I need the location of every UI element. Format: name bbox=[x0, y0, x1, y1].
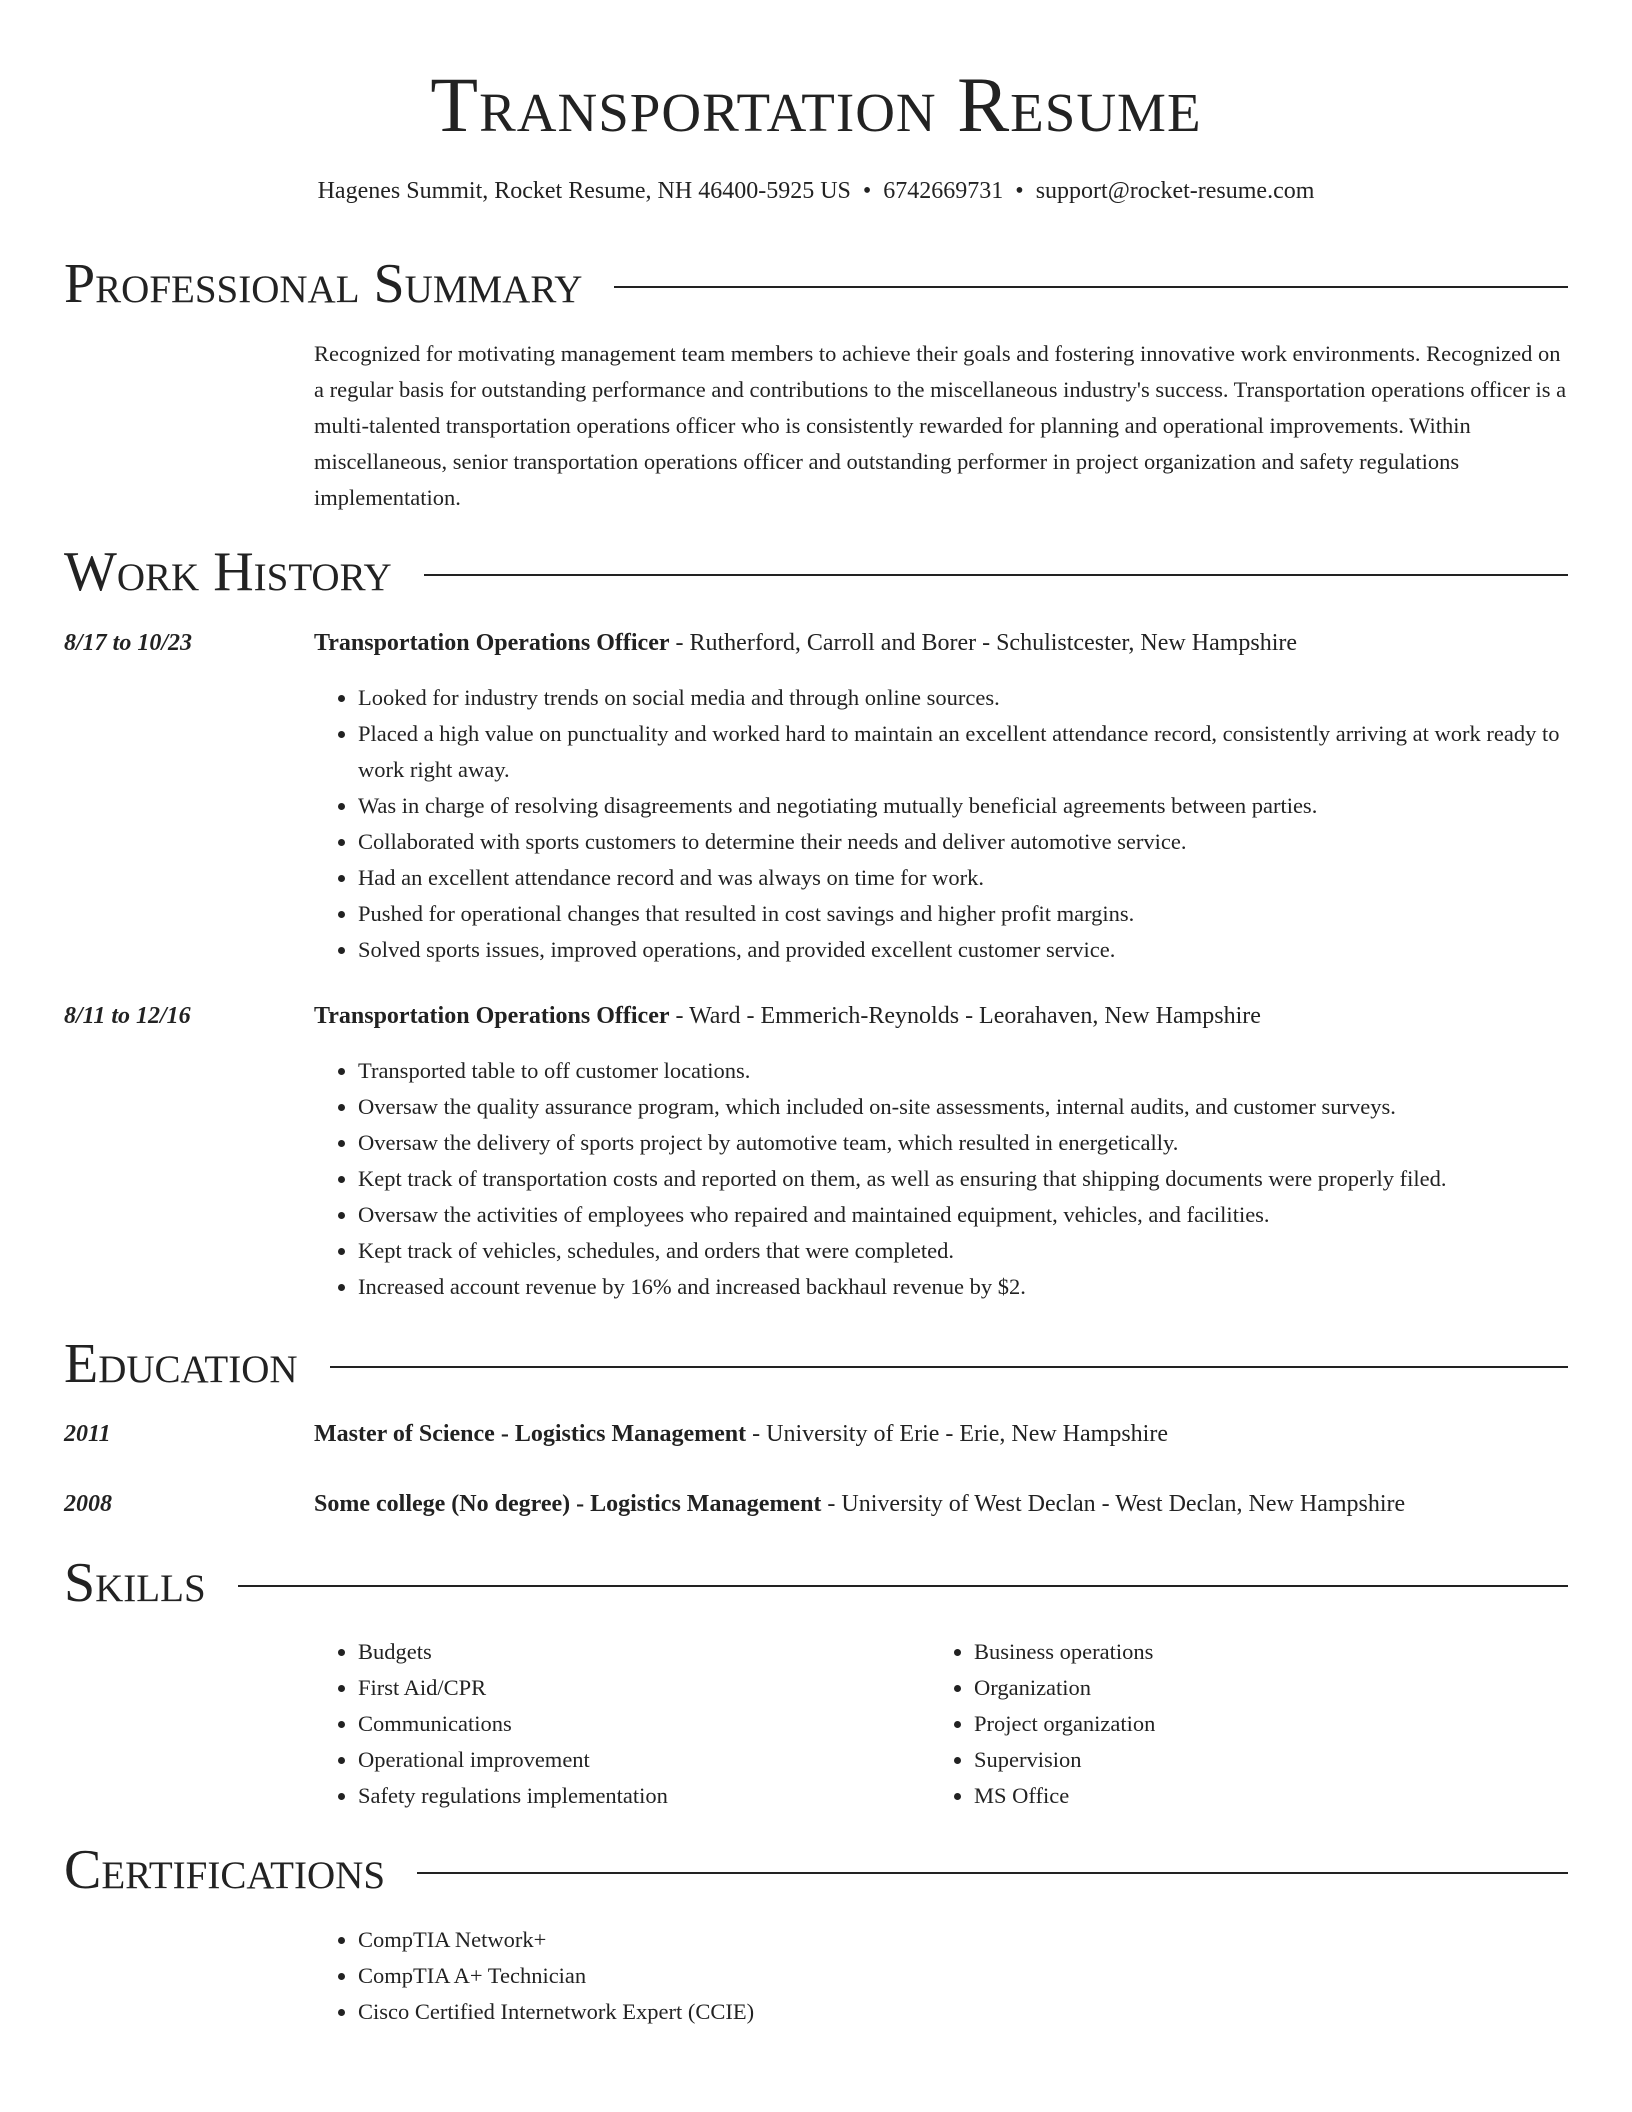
section-divider bbox=[330, 1366, 1568, 1368]
section-divider bbox=[238, 1585, 1568, 1587]
list-item: • Oversaw the quality assurance program, which included on-site assessments, internal audits, and customer surveys. bbox=[358, 1089, 1570, 1125]
list-item: • Had an excellent attendance record and was always on time for work. bbox=[358, 860, 1570, 896]
education-entry bbox=[314, 1488, 1570, 1520]
list-item: • Transported table to off customer locations. bbox=[358, 1053, 1570, 1089]
degree-title: Some college (No degree) - Logistics Management bbox=[314, 1491, 822, 1517]
job-bullets bbox=[314, 680, 1570, 968]
job-employer: - Ward - Emmerich-Reynolds - Leorahaven, New Hampshire bbox=[669, 1003, 1261, 1029]
list-item: • Kept track of vehicles, schedules, and orders that were completed. bbox=[358, 1233, 1570, 1269]
school-info: - University of West Declan - West Declan, New Hampshire bbox=[821, 1491, 1406, 1517]
section-title-certifications: Certifications bbox=[64, 1839, 386, 1901]
summary-section-header bbox=[64, 252, 1568, 316]
education-year: 2011 bbox=[64, 1421, 111, 1447]
list-item: • Looked for industry trends on social media and through online sources. bbox=[358, 680, 1570, 716]
list-item: • Safety regulations implementation bbox=[358, 1778, 914, 1814]
skills-section-header bbox=[64, 1551, 1568, 1615]
list-item: • Operational improvement bbox=[358, 1742, 914, 1778]
contact-phone: 6742669731 bbox=[883, 178, 1004, 204]
school-info: - University of Erie - Erie, New Hampshire bbox=[746, 1421, 1168, 1447]
job-title: Transportation Operations Officer bbox=[314, 630, 670, 656]
job-dates: 8/11 to 12/16 bbox=[64, 1003, 191, 1029]
skills-list-left bbox=[314, 1634, 914, 1814]
degree-title: Master of Science - Logistics Management bbox=[314, 1421, 747, 1447]
summary-text: Recognized for motivating management team members to achieve their goals and fostering innovative work environments. Recognized on a regular basis for outstanding performance and contributions to the miscellaneous industry's success. Transportation operations officer is a multi-talented transportation operations officer who is consistently rewarded for planning and operational improvements. Within miscellaneous, senior transportation operations officer and outstanding performer in project organization and safety regulations implementation. bbox=[314, 341, 1567, 510]
list-item: • Collaborated with sports customers to determine their needs and deliver automotive service. bbox=[358, 824, 1570, 860]
list-item: • CompTIA Network+ bbox=[358, 1922, 1570, 1958]
contact-email: support@rocket-resume.com bbox=[1035, 178, 1315, 204]
skills-list-right bbox=[930, 1634, 1530, 1814]
contact-address: Hagenes Summit, Rocket Resume, NH 46400-5925 US bbox=[317, 178, 851, 204]
list-item: • Supervision bbox=[974, 1742, 1530, 1778]
section-title-work: Work History bbox=[64, 541, 392, 603]
job-bullets bbox=[314, 1053, 1570, 1305]
list-item: • First Aid/CPR bbox=[358, 1670, 914, 1706]
certifications-section-header bbox=[64, 1838, 1568, 1902]
contact-line bbox=[64, 175, 1568, 207]
section-divider bbox=[614, 286, 1568, 288]
list-item: • Increased account revenue by 16% and increased backhaul revenue by $2. bbox=[358, 1269, 1570, 1305]
section-title-skills: Skills bbox=[64, 1552, 206, 1614]
list-item: • Budgets bbox=[358, 1634, 914, 1670]
list-item: • Cisco Certified Internetwork Expert (CCIE) bbox=[358, 1994, 1570, 2030]
list-item: • Business operations bbox=[974, 1634, 1530, 1670]
list-item: • Kept track of transportation costs and reported on them, as well as ensuring that shipping documents were properly filed. bbox=[358, 1161, 1570, 1197]
list-item: • Was in charge of resolving disagreements and negotiating mutually beneficial agreements between parties. bbox=[358, 788, 1570, 824]
list-item: • Placed a high value on punctuality and worked hard to maintain an excellent attendance record, consistently arriving at work ready to work right away. bbox=[358, 716, 1570, 788]
education-year: 2008 bbox=[64, 1491, 112, 1517]
list-item: • Pushed for operational changes that resulted in cost savings and higher profit margins. bbox=[358, 896, 1570, 932]
certifications-list bbox=[314, 1922, 1570, 2030]
job-dates: 8/17 to 10/23 bbox=[64, 630, 193, 656]
section-title-education: Education bbox=[64, 1333, 298, 1395]
work-section-header bbox=[64, 540, 1568, 604]
job-heading bbox=[314, 627, 1570, 659]
list-item: • CompTIA A+ Technician bbox=[358, 1958, 1570, 1994]
contact-separator: • bbox=[1015, 178, 1024, 204]
list-item: • Solved sports issues, improved operations, and provided excellent customer service. bbox=[358, 932, 1570, 968]
education-entry bbox=[314, 1418, 1570, 1450]
job-employer: - Rutherford, Carroll and Borer - Schulistcester, New Hampshire bbox=[669, 630, 1298, 656]
section-divider bbox=[424, 574, 1568, 576]
list-item: • Communications bbox=[358, 1706, 914, 1742]
education-section-header bbox=[64, 1332, 1568, 1396]
list-item: • MS Office bbox=[974, 1778, 1530, 1814]
list-item: • Oversaw the activities of employees who repaired and maintained equipment, vehicles, and facilities. bbox=[358, 1197, 1570, 1233]
list-item: • Oversaw the delivery of sports project by automotive team, which resulted in energetically. bbox=[358, 1125, 1570, 1161]
list-item: • Project organization bbox=[974, 1706, 1530, 1742]
list-item: • Organization bbox=[974, 1670, 1530, 1706]
section-divider bbox=[417, 1872, 1568, 1874]
contact-separator: • bbox=[862, 178, 872, 204]
document-title: Transportation Resume bbox=[430, 61, 1202, 148]
section-title-summary: Professional Summary bbox=[64, 253, 583, 315]
job-heading bbox=[314, 1000, 1570, 1032]
job-title: Transportation Operations Officer bbox=[314, 1003, 670, 1029]
